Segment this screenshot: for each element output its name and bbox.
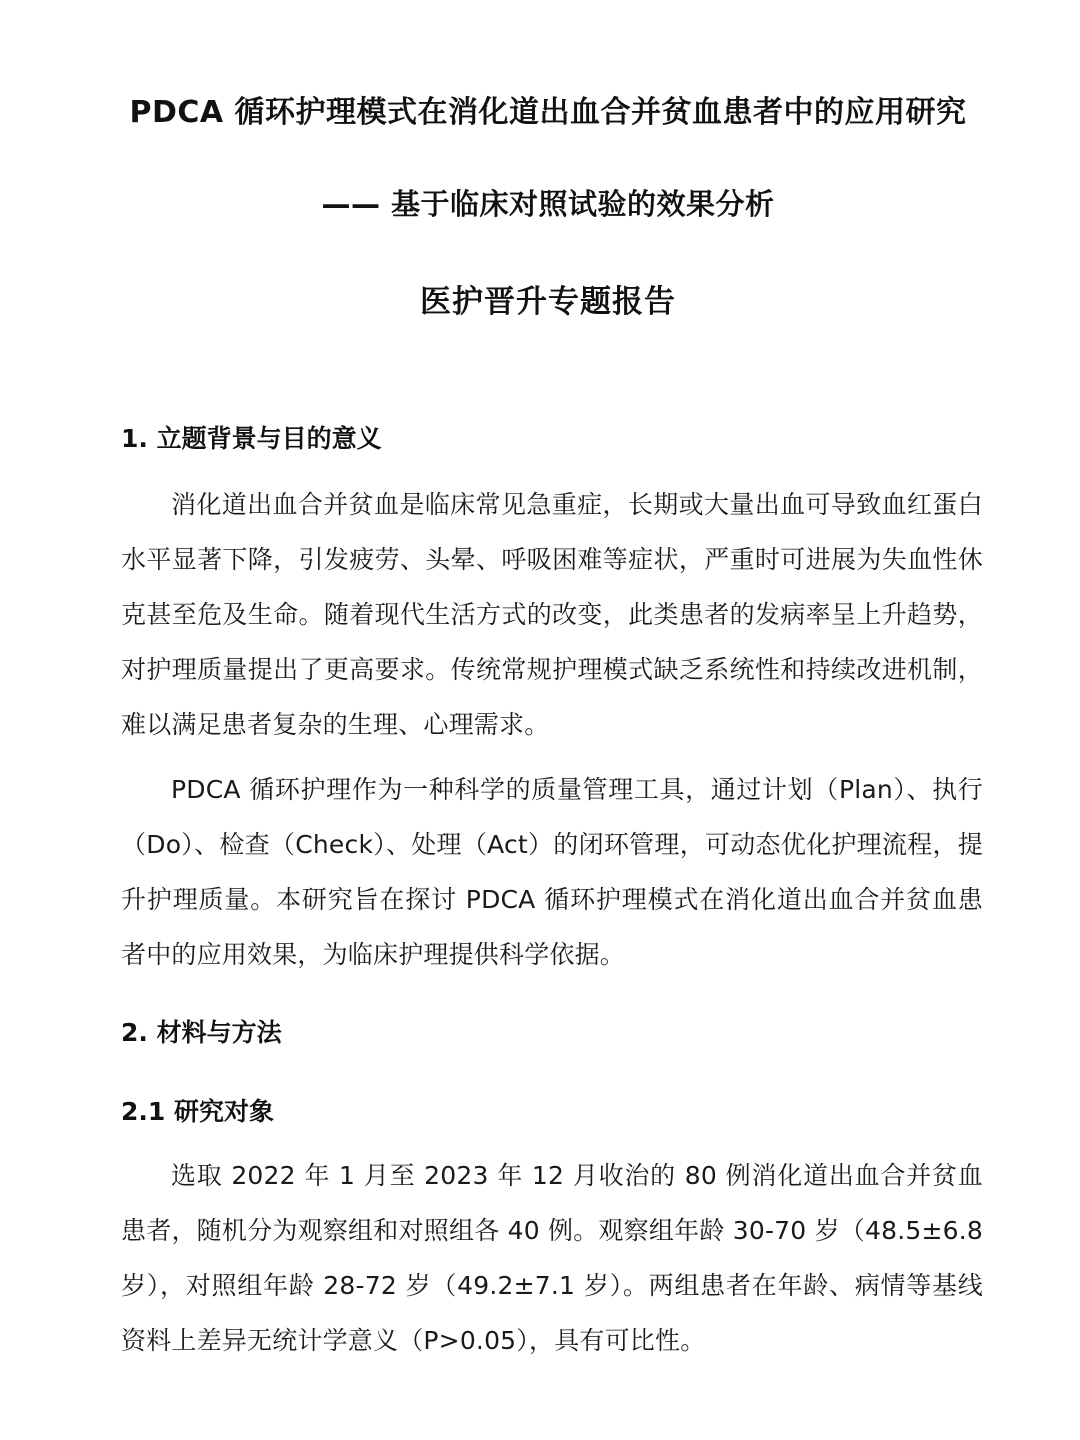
paragraph-background-1: 消化道出血合并贫血是临床常见急重症，长期或大量出血可导致血红蛋白水平显著下降，引发疲劳、头晕、呼吸困难等症状，严重时可进展为失血性休克甚至危及生命。随着现代生活方式的改变，此类患者的发病率呈上升趋势，对护理质量提出了更高要求。传统常规护理模式缺乏系统性和持续改进机制，难以满足患者复杂的生理、心理需求。 xyxy=(121,490,983,739)
document-title: PDCA 循环护理模式在消化道出血合并贫血患者中的应用研究 xyxy=(129,95,967,130)
paragraph-background-2: PDCA 循环护理作为一种科学的质量管理工具，通过计划（Plan）、执行（Do）、检查（Check）、处理（Act）的闭环管理，可动态优化护理流程，提升护理质量。本研究旨在探讨 PDCA 循环护理模式在消化道出血合并贫血患者中的应用效果，为临床护理提供科学依据。 xyxy=(121,775,983,969)
section-heading-background: 1. 立题背景与目的意义 xyxy=(121,424,382,453)
section-heading-methods: 2. 材料与方法 xyxy=(121,1018,282,1047)
report-title: 医护晋升专题报告 xyxy=(420,284,676,320)
paragraph-subjects: 选取 2022 年 1 月至 2023 年 12 月收治的 80 例消化道出血合并贫血患者，随机分为观察组和对照组各 40 例。观察组年龄 30-70 岁（48.5±6.8 岁），对照组年龄 28-72 岁（49.2±7.1 岁）。两组患者在年龄、病情等基线资料上差异无统计学意义（P>0.05），具有可比性。 xyxy=(121,1161,983,1355)
document-subtitle: —— 基于临床对照试验的效果分析 xyxy=(321,187,775,221)
subsection-heading-subjects: 2.1 研究对象 xyxy=(121,1097,274,1126)
